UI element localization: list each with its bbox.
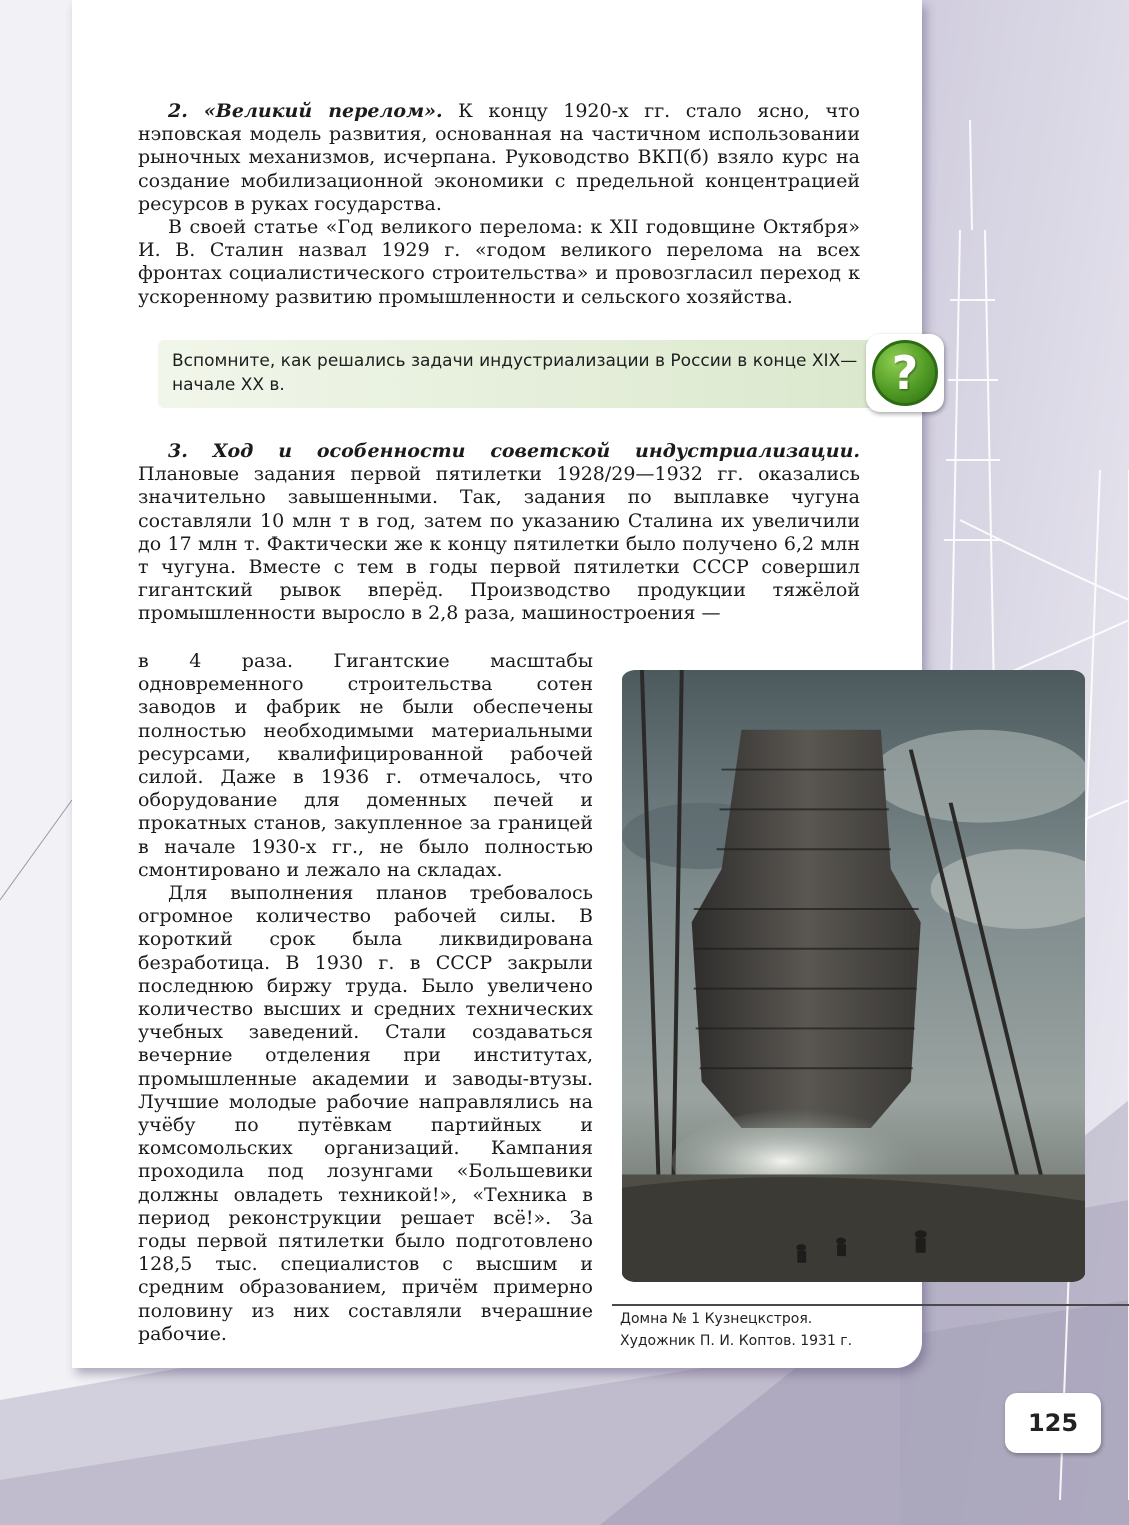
section-2	[138, 100, 860, 309]
figure-caption	[620, 1308, 920, 1352]
caption-line-2: Художник П. И. Коптов. 1931 г.	[620, 1333, 853, 1349]
section-2-heading: 2. «Великий перелом».	[168, 100, 443, 122]
section-3-paragraph-1-bottom: в 4 раза. Гигантские масштабы одновременного строительства сотен заводов и фабрик не были обеспечены полностью необходимыми материальными ресурсами, квалифицированной рабочей силой. Даже в 1936 г. отмечалось, что оборудование для доменных печей и прокатных станов, закупленное за границей в начале 1930-х гг., не было полностью смонтировано и лежало на складах.	[138, 650, 593, 881]
question-badge	[866, 334, 944, 412]
section-3-column	[138, 650, 593, 1346]
question-mark: ?	[891, 346, 919, 400]
page-number: 125	[1005, 1393, 1101, 1453]
question-icon	[872, 340, 938, 406]
section-3-paragraph-2: Для выполнения планов требовалось огромное количество рабочей силы. В короткий срок была ликвидирована безработица. В 1930 г. в СССР закрыли последнюю биржу труда. Было увеличено количество высших и средних технических учебных заведений. Стали создаваться вечерние отделения при институтах, промышленные академии и заводы-втузы. Лучшие молодые рабочие направлялись на учёбу по путёвкам партийных и комсомольских организаций. Кампания проходила под лозунгами «Большевики должны овладеть техникой!», «Техника в период реконструкции решает всё!». За годы первой пятилетки было подготовлено 128,5 тыс. специалистов с высшим и средним образованием, причём примерно половину из них составляли вчерашние рабочие.	[138, 882, 593, 1345]
section-2-paragraph-2: В своей статье «Год великого перелома: к XII годовщине Октября» И. В. Сталин назвал 1929 г. «годом великого перелома на всех фронтах социалистического строительства» и провозгласил переход к ускоренному развитию промышленности и сельского хозяйства.	[138, 216, 860, 308]
section-3-heading: 3. Ход и особенности советской индустриализации.	[168, 440, 860, 462]
section-3-top	[138, 440, 860, 626]
question-note-text: Вспомните, как решались задачи индустриализации в России в конце XIX—начале XX в.	[172, 351, 858, 395]
caption-line-1: Домна № 1 Кузнецкстроя.	[620, 1311, 813, 1327]
caption-rule	[612, 1304, 1129, 1306]
painting-blast-furnace	[622, 670, 1085, 1282]
section-3-paragraph-1-top: Плановые задания первой пятилетки 1928/29—1932 гг. оказались значительно завышенными. Так, задания по выплавке чугуна составляли 10 млн т в год, затем по указанию Сталина их увеличили до 17 млн т. Фактически же к концу пятилетки было получено 6,2 млн т чугуна. Вместе с тем в годы первой пятилетки СССР совершил гигантский рывок вперёд. Производство продукции тяжёлой промышленности выросло в 2,8 раза, машиностроения —	[138, 463, 860, 625]
section-2-paragraph-1: К концу 1920-х гг. стало ясно, что нэповская модель развития, основанная на частичном использовании рыночных механизмов, исчерпана. Руководство ВКП(б) взяло курс на создание мобилизационной экономики с предельной концентрацией ресурсов в руках государства.	[138, 100, 860, 215]
